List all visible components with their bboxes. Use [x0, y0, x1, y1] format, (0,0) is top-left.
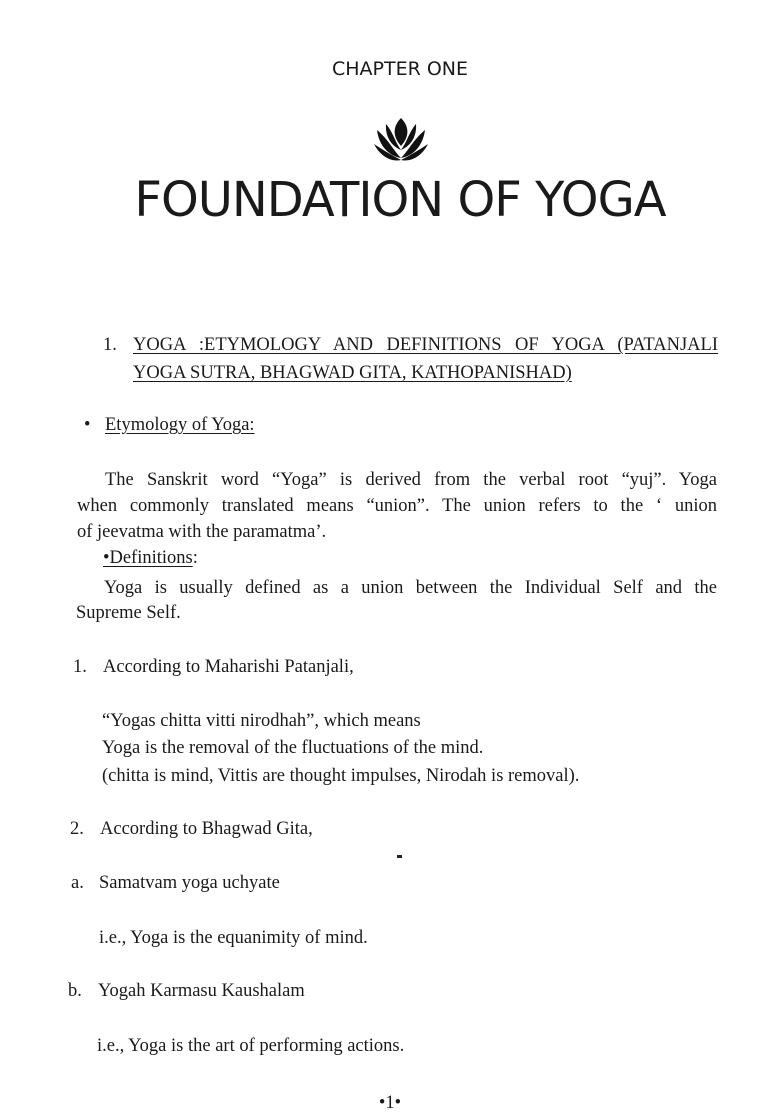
- paragraph-line: Supreme Self.: [76, 603, 181, 623]
- definitions-colon: :: [192, 548, 198, 568]
- list-item: According to Bhagwad Gita,: [100, 819, 313, 839]
- list-item: Yogah Karmasu Kaushalam: [98, 981, 305, 1001]
- list-letter: b.: [68, 981, 82, 1001]
- section-heading-line1: YOGA :ETYMOLOGY AND DEFINITIONS OF YOGA (PATANJALI: [133, 335, 718, 355]
- quote-line: (chitta is mind, Vittis are thought impulses, Nirodah is removal).: [102, 766, 580, 786]
- list-number: 1.: [73, 657, 87, 677]
- paragraph-line: Yoga is usually defined as a union between the Individual Self and the: [104, 578, 717, 598]
- paragraph-line: The Sanskrit word “Yoga” is derived from the verbal root “yuj”. Yoga: [105, 470, 717, 490]
- page-title: FOUNDATION OF YOGA: [134, 172, 666, 228]
- quote-line: Yoga is the removal of the fluctuations of the mind.: [102, 738, 484, 758]
- quote-line: “Yogas chitta vitti nirodhah”, which means: [102, 711, 421, 731]
- paragraph-line: when commonly translated means “union”. The union refers to the ‘ union: [77, 496, 717, 516]
- section-heading-line2: YOGA SUTRA, BHAGWAD GITA, KATHOPANISHAD): [133, 363, 572, 383]
- lotus-icon: [373, 116, 429, 162]
- list-item: According to Maharishi Patanjali,: [103, 657, 354, 677]
- etymology-heading: Etymology of Yoga:: [105, 415, 255, 435]
- chapter-label: CHAPTER ONE: [331, 58, 469, 80]
- paragraph-line: of jeevatma with the paramatma’.: [77, 522, 327, 542]
- page-number: •1•: [378, 1093, 402, 1113]
- section-number: 1.: [103, 335, 117, 355]
- definitions-label: •Definitions: [103, 548, 193, 568]
- list-number: 2.: [70, 819, 84, 839]
- list-letter: a.: [71, 873, 84, 893]
- definitions-heading: [103, 548, 198, 569]
- meaning-line: i.e., Yoga is the art of performing actions.: [97, 1036, 405, 1056]
- meaning-line: i.e., Yoga is the equanimity of mind.: [99, 928, 368, 948]
- bullet: •: [84, 415, 91, 435]
- list-item: Samatvam yoga uchyate: [99, 873, 280, 893]
- stray-mark: [397, 855, 402, 858]
